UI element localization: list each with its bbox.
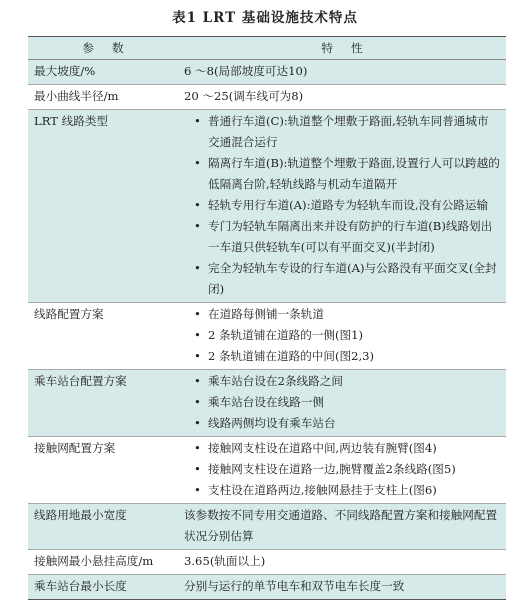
header-param: 参数 — [28, 37, 178, 60]
bullet-icon: • — [194, 307, 201, 321]
bullet-icon: • — [194, 349, 201, 363]
bullet-item — [184, 304, 500, 325]
bullet-text: 接触网支柱设在道路中间,两边装有腕臂(图4) — [208, 441, 437, 455]
bullet-icon: • — [194, 156, 201, 170]
bullet-text: 完全为轻轨车专设的行车道(A)与公路没有平面交叉(全封闭) — [208, 261, 497, 296]
table-body — [28, 60, 506, 600]
bullet-icon: • — [194, 328, 201, 342]
bullet-icon: • — [194, 483, 201, 497]
bullet-item — [184, 325, 500, 346]
table-row — [28, 550, 506, 575]
param-cell: 乘车站台配置方案 — [28, 370, 178, 437]
bullet-text: 专门为轻轨车隔离出来并设有防护的行车道(B)线路划出一车道只供轻轨车(可以有平面交叉)(半封闭) — [208, 219, 493, 254]
bullet-item — [184, 216, 500, 258]
bullet-item — [184, 392, 500, 413]
bullet-text: 在道路每侧铺一条轨道 — [208, 307, 324, 321]
bullet-item — [184, 258, 500, 300]
bullet-text: 乘车站台设在2条线路之间 — [208, 374, 343, 388]
param-cell: LRT 线路类型 — [28, 110, 178, 303]
bullet-text: 2 条轨道铺在道路的一侧(图1) — [208, 328, 364, 342]
bullet-text: 隔离行车道(B):轨道整个埋敷于路面,设置行人可以跨越的低隔离台阶,轻轨线路与机动车道隔开 — [208, 156, 500, 191]
feature-cell — [178, 110, 506, 303]
param-cell: 最小曲线半径/m — [28, 85, 178, 110]
bullet-text: 支柱设在道路两边,接触网悬挂于支柱上(图6) — [208, 483, 437, 497]
bullet-icon: • — [194, 114, 201, 128]
header-feature: 特性 — [178, 37, 506, 60]
bullet-icon: • — [194, 416, 201, 430]
bullet-icon: • — [194, 374, 201, 388]
param-cell: 线路用地最小宽度 — [28, 504, 178, 550]
table-row — [28, 437, 506, 504]
bullet-item — [184, 371, 500, 392]
table-row — [28, 303, 506, 370]
bullet-text: 接触网支柱设在道路一边,腕臂覆盖2条线路(图5) — [208, 462, 456, 476]
bullet-icon: • — [194, 261, 201, 275]
bullet-text: 线路两侧均设有乘车站台 — [208, 416, 336, 430]
feature-cell: 6 ～8(局部坡度可达10) — [178, 60, 506, 85]
feature-cell — [178, 437, 506, 504]
bullet-text: 乘车站台设在线路一侧 — [208, 395, 324, 409]
table-row — [28, 110, 506, 303]
param-cell: 接触网配置方案 — [28, 437, 178, 504]
bullet-item — [184, 111, 500, 153]
bullet-item — [184, 438, 500, 459]
param-cell: 最大坡度/% — [28, 60, 178, 85]
bullet-text: 2 条轨道铺在道路的中间(图2,3) — [208, 349, 375, 363]
bullet-icon: • — [194, 219, 201, 233]
bullet-item — [184, 480, 500, 501]
table-title: 表1 LRT 基础设施技术特点 — [172, 10, 358, 26]
table-row — [28, 370, 506, 437]
bullet-item — [184, 413, 500, 434]
feature-cell — [178, 303, 506, 370]
bullet-item — [184, 153, 500, 195]
technical-features-table — [28, 36, 506, 600]
bullet-item — [184, 459, 500, 480]
table-header-row — [28, 37, 506, 60]
bullet-text: 普通行车道(C):轨道整个埋敷于路面,轻轨车同普通城市交通混合运行 — [208, 114, 489, 149]
table-row — [28, 85, 506, 110]
bullet-text: 轻轨专用行车道(A):道路专为轻轨车而设,没有公路运输 — [208, 198, 489, 212]
param-cell: 接触网最小悬挂高度/m — [28, 550, 178, 575]
param-cell: 线路配置方案 — [28, 303, 178, 370]
table-row — [28, 60, 506, 85]
bullet-icon: • — [194, 462, 201, 476]
feature-cell: 该参数按不同专用交通道路、不同线路配置方案和接触网配置状况分别估算 — [178, 504, 506, 550]
feature-cell — [178, 370, 506, 437]
param-cell: 乘车站台最小长度 — [28, 575, 178, 600]
table-row — [28, 575, 506, 600]
bullet-item — [184, 195, 500, 216]
bullet-icon: • — [194, 441, 201, 455]
bullet-item — [184, 346, 500, 367]
bullet-icon: • — [194, 395, 201, 409]
bullet-icon: • — [194, 198, 201, 212]
feature-cell: 20 ～25(调车线可为8) — [178, 85, 506, 110]
feature-cell: 3.65(轨面以上) — [178, 550, 506, 575]
table-row — [28, 504, 506, 550]
feature-cell: 分别与运行的单节电车和双节电车长度一致 — [178, 575, 506, 600]
